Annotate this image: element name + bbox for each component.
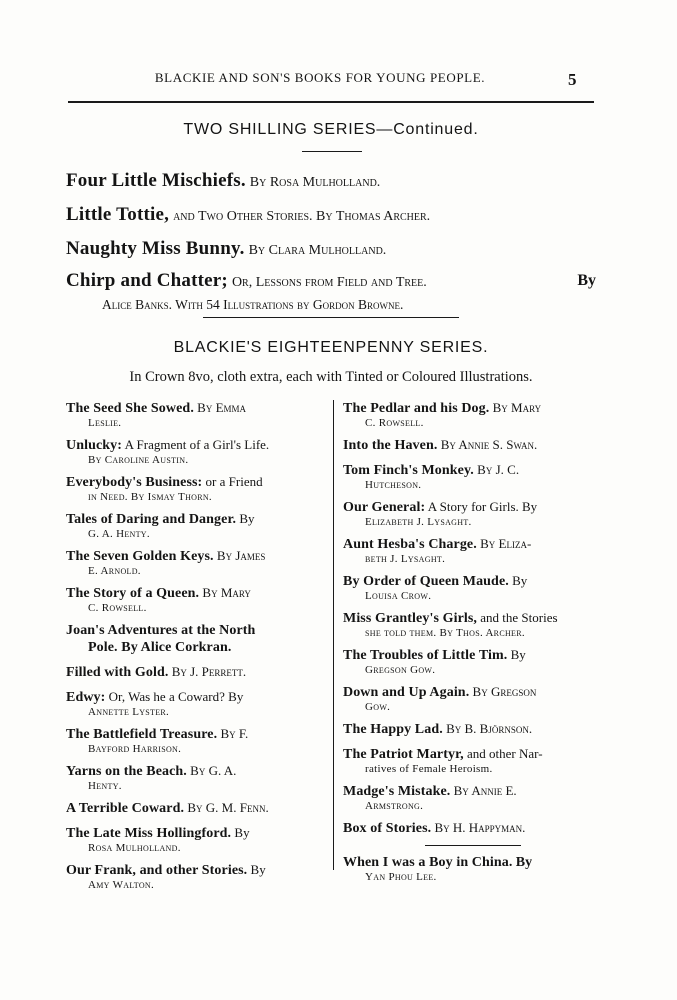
list-item [66, 689, 326, 718]
book-subtitle: A Story for Girls. By [427, 499, 538, 514]
book-title: Our General: [343, 500, 426, 515]
book-title: Yarns on the Beach. [66, 764, 187, 779]
book-title: Madge's Mistake. [343, 784, 451, 799]
book-author: By Clara Mulholland. [248, 243, 387, 258]
book-author-cont: Rosa Mulholland. [88, 842, 181, 854]
two-shilling-list [66, 168, 596, 322]
two-shilling-heading: TWO SHILLING SERIES—Continued. [183, 121, 479, 138]
list-item [343, 684, 603, 713]
book-title: Everybody's Business: [66, 475, 203, 490]
book-author-cont: Leslie. [88, 417, 122, 429]
book-title: Little Tottie, [66, 204, 170, 225]
eighteenpenny-heading: BLACKIE'S EIGHTEENPENNY SERIES. [173, 339, 489, 356]
list-item [343, 854, 603, 883]
book-author: By Eliza- [480, 536, 532, 551]
book-title: The Late Miss Hollingford. [66, 826, 232, 841]
book-title: Four Little Mischiefs. [66, 170, 246, 191]
heading-divider [302, 151, 362, 152]
list-item [66, 474, 326, 503]
book-author: By J. Perrett. [171, 664, 247, 679]
book-author: By Rosa Mulholland. [249, 175, 381, 190]
list-item [343, 820, 603, 837]
book-by: By [577, 272, 596, 289]
column-divider [333, 400, 334, 870]
book-author-cont: beth J. Lysaght. [365, 553, 446, 565]
book-author: By G. A. [190, 763, 237, 778]
book-title: Tom Finch's Monkey. [343, 463, 474, 478]
header-rule [68, 101, 594, 103]
book-title: Miss Grantley's Girls, [343, 611, 478, 626]
book-author: By Gregson [472, 684, 537, 699]
list-item [66, 800, 326, 817]
book-author: and Two Other Stories. By Thomas Archer. [173, 209, 431, 224]
book-author-cont: Hutcheson. [365, 479, 422, 491]
list-item [66, 437, 326, 466]
book-author-cont: Pole. By Alice Corkran. [88, 640, 232, 655]
list-item [343, 437, 603, 454]
book-title: Joan's Adventures at the North [66, 623, 256, 638]
list-item [66, 664, 326, 681]
book-author-cont: Elizabeth J. Lysaght. [365, 516, 472, 528]
book-author-cont: C. Rowsell. [88, 602, 147, 614]
book-author: By Annie S. Swan. [440, 437, 538, 452]
book-author: By James [216, 548, 266, 563]
left-column [66, 400, 326, 899]
book-author: By [250, 862, 266, 877]
section-divider [203, 317, 459, 318]
list-item [343, 783, 603, 812]
book-author: Alice Banks. With 54 Illustrations by Gordon Browne. [102, 297, 404, 312]
column-end-divider [425, 845, 521, 846]
book-subtitle: or a Friend [205, 474, 263, 489]
book-subtitle: and other Nar- [467, 746, 543, 761]
book-subtitle: and the Stories [480, 610, 558, 625]
book-subtitle: Or, Lessons from Field and Tree. [231, 275, 427, 290]
list-item [66, 862, 326, 891]
book-author-cont: she told them. By Thos. Archer. [365, 627, 525, 639]
list-item [343, 400, 603, 429]
book-author: By [239, 511, 255, 526]
book-title: Into the Haven. [343, 438, 438, 453]
book-title: The Patriot Martyr, [343, 747, 464, 762]
list-item [343, 536, 603, 565]
book-title: The Pedlar and his Dog. [343, 401, 490, 416]
book-title: A Terrible Coward. [66, 801, 185, 816]
book-title: The Seven Golden Keys. [66, 549, 214, 564]
book-author: By [234, 825, 250, 840]
book-title: Chirp and Chatter; [66, 270, 228, 291]
list-item [66, 511, 326, 540]
book-author-cont: C. Rowsell. [365, 417, 424, 429]
list-item [66, 585, 326, 614]
list-item [343, 647, 603, 676]
book-title: The Battlefield Treasure. [66, 727, 218, 742]
book-title: Edwy: [66, 690, 106, 705]
book-title: When I was a Boy in China. [343, 855, 513, 870]
series-intro: In Crown 8vo, cloth extra, each with Tinted or Coloured Illustrations. [129, 369, 533, 385]
book-author: By Mary [492, 400, 542, 415]
book-author-cont: Gregson Gow. [365, 664, 436, 676]
list-item [66, 548, 326, 577]
list-item [66, 622, 326, 656]
book-title: Tales of Daring and Danger. [66, 512, 237, 527]
right-column [343, 400, 603, 891]
book-title: The Happy Lad. [343, 722, 443, 737]
list-item [66, 270, 596, 316]
book-author-cont: Bayford Harrison. [88, 743, 182, 755]
book-author: By H. Happyman. [434, 820, 526, 835]
book-title: Unlucky: [66, 438, 123, 453]
book-author-cont: Annette Lyster. [88, 706, 170, 718]
book-author-cont: Amy Walton. [88, 879, 155, 891]
book-title: The Troubles of Little Tim. [343, 648, 508, 663]
book-title: Down and Up Again. [343, 685, 470, 700]
list-item [343, 499, 603, 528]
book-title: Filled with Gold. [66, 665, 169, 680]
book-title: The Story of a Queen. [66, 586, 200, 601]
book-title: Box of Stories. [343, 821, 432, 836]
book-author-cont: Louisa Crow. [365, 590, 432, 602]
book-title: Aunt Hesba's Charge. [343, 537, 477, 552]
list-item [343, 573, 603, 602]
book-author: By B. Björnson. [446, 721, 533, 736]
list-item [343, 746, 603, 775]
book-author: By Mary [202, 585, 251, 600]
page-number: 5 [568, 70, 577, 89]
book-subtitle-cont: ratives of Female Heroism. [365, 763, 493, 775]
book-author-cont: Henty. [88, 780, 122, 792]
list-item [343, 610, 603, 639]
book-author: By Annie E. [453, 783, 517, 798]
book-author-cont: in Need. By Ismay Thorn. [88, 491, 212, 503]
book-title: By Order of Queen Maude. [343, 574, 509, 589]
list-item [66, 202, 596, 230]
book-author: By [512, 573, 528, 588]
book-author-cont: E. Arnold. [88, 565, 141, 577]
book-title: Our Frank, and other Stories. [66, 863, 248, 878]
book-author-cont: Armstrong. [365, 800, 424, 812]
list-item [343, 721, 603, 738]
book-by: By [515, 855, 533, 870]
running-header: BLACKIE AND SON'S BOOKS FOR YOUNG PEOPLE. [154, 70, 486, 85]
list-item [66, 726, 326, 755]
list-item [66, 825, 326, 854]
book-author-cont: By Caroline Austin. [88, 454, 189, 466]
book-title: The Seed She Sowed. [66, 401, 194, 416]
list-item [66, 763, 326, 792]
book-author-cont: Gow. [365, 701, 391, 713]
book-title: Naughty Miss Bunny. [66, 238, 245, 259]
list-item [66, 400, 326, 429]
list-item [66, 236, 596, 264]
book-author-cont: Yan Phou Lee. [365, 871, 437, 883]
book-author: By G. M. Fenn. [187, 800, 269, 815]
book-author: By [510, 647, 526, 662]
book-subtitle: Or, Was he a Coward? By [108, 689, 244, 704]
list-item [343, 462, 603, 491]
book-subtitle: A Fragment of a Girl's Life. [124, 437, 270, 452]
book-author-cont: G. A. Henty. [88, 528, 150, 540]
book-author: By F. [220, 726, 249, 741]
list-item [66, 168, 596, 196]
book-author: By J. C. [477, 462, 520, 477]
book-author: By Emma [197, 400, 247, 415]
